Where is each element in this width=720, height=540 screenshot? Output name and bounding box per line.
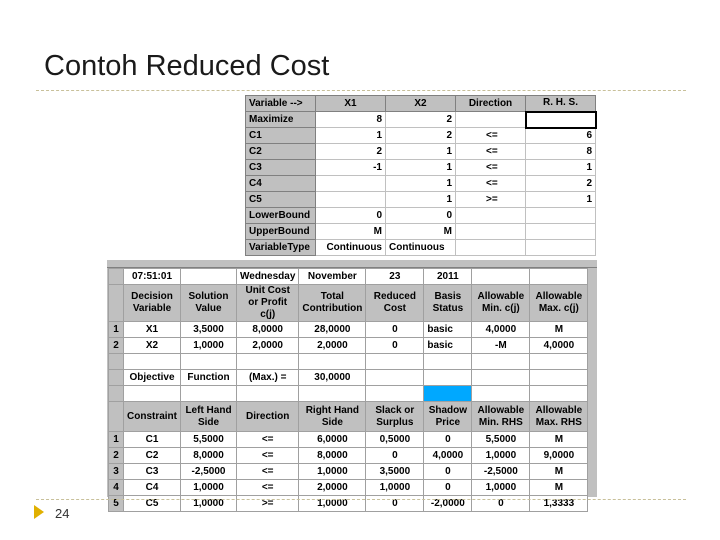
cell-x2[interactable]: 1: [386, 144, 456, 160]
cell[interactable]: 8,0000: [237, 322, 299, 338]
input-row: [246, 208, 596, 224]
corner-cell: [109, 370, 124, 386]
cell-rhs[interactable]: 6: [526, 128, 596, 144]
cell-x2[interactable]: 1: [386, 192, 456, 208]
cell: [366, 370, 424, 386]
input-grid: [245, 95, 597, 256]
cell[interactable]: >=: [237, 496, 299, 512]
cell[interactable]: M: [530, 480, 588, 496]
objective-row: [109, 370, 588, 386]
cell[interactable]: 8,0000: [181, 448, 237, 464]
blank-row: [109, 386, 588, 402]
cell-x2[interactable]: 0: [386, 208, 456, 224]
cell[interactable]: 0: [366, 338, 424, 354]
cell: [472, 386, 530, 402]
objective-label: Objective: [124, 370, 181, 386]
cell-x2[interactable]: 1: [386, 160, 456, 176]
cell-x1[interactable]: 1: [316, 128, 386, 144]
header-allowable-max-cj: Allowable Max. c(j): [530, 285, 588, 322]
variable-row: [109, 338, 588, 354]
cell-rhs[interactable]: 1: [526, 192, 596, 208]
input-row: [246, 240, 596, 256]
date-cell: [472, 269, 530, 285]
row-label: C3: [246, 160, 316, 176]
cell[interactable]: 0: [366, 448, 424, 464]
cell-rhs[interactable]: 8: [526, 144, 596, 160]
cell-direction[interactable]: <=: [456, 176, 526, 192]
cell[interactable]: 0,5000: [366, 432, 424, 448]
row-label: C4: [246, 176, 316, 192]
objective-sense: (Max.) =: [237, 370, 299, 386]
row-label: VariableType: [246, 240, 316, 256]
input-row: [246, 224, 596, 240]
corner-cell: [109, 354, 124, 370]
cell-direction[interactable]: <=: [456, 144, 526, 160]
cell[interactable]: 4,0000: [424, 448, 472, 464]
cell[interactable]: -2,5000: [472, 464, 530, 480]
cell-rhs-selected[interactable]: [526, 112, 596, 128]
objective-function-label: Function: [181, 370, 237, 386]
cell-x1[interactable]: 0: [316, 208, 386, 224]
header-left-hand-side: Left Hand Side: [181, 402, 237, 432]
row-label: C1: [246, 128, 316, 144]
header-variable[interactable]: Variable -->: [246, 96, 316, 112]
cell-direction[interactable]: [456, 224, 526, 240]
input-row: [246, 112, 596, 128]
constraint-row: [109, 432, 588, 448]
row-index: 4: [109, 480, 124, 496]
cell[interactable]: 6,0000: [299, 432, 366, 448]
header-allowable-min-cj: Allowable Min. c(j): [472, 285, 530, 322]
cell[interactable]: <=: [237, 432, 299, 448]
constraint-row: [109, 448, 588, 464]
cell-x2[interactable]: 2: [386, 112, 456, 128]
cell[interactable]: 8,0000: [299, 448, 366, 464]
cell[interactable]: 1,0000: [472, 480, 530, 496]
cell-rhs[interactable]: [526, 208, 596, 224]
date-cell: [181, 269, 237, 285]
footer-divider: [36, 499, 686, 500]
cell-direction[interactable]: <=: [456, 160, 526, 176]
cell-x2[interactable]: M: [386, 224, 456, 240]
cell[interactable]: -2,5000: [181, 464, 237, 480]
cell: [366, 354, 424, 370]
cell[interactable]: M: [530, 464, 588, 480]
cell[interactable]: 1,0000: [181, 496, 237, 512]
cell: [424, 370, 472, 386]
variable-row: [109, 322, 588, 338]
header-direction[interactable]: Direction: [456, 96, 526, 112]
cell[interactable]: 0: [472, 496, 530, 512]
cell[interactable]: 1,0000: [181, 338, 237, 354]
header-shadow-price: Shadow Price: [424, 402, 472, 432]
cell: [472, 370, 530, 386]
cell[interactable]: 9,0000: [530, 448, 588, 464]
cell[interactable]: 1,0000: [299, 496, 366, 512]
month-cell: November: [299, 269, 366, 285]
cell[interactable]: 0: [424, 432, 472, 448]
cell[interactable]: 2,0000: [237, 338, 299, 354]
header-constraint: Constraint: [124, 402, 181, 432]
cell: [530, 354, 588, 370]
constraint-row: [109, 480, 588, 496]
cell-rhs[interactable]: [526, 224, 596, 240]
row-index: 3: [109, 464, 124, 480]
solution-window: [107, 260, 597, 509]
cell[interactable]: 0: [366, 496, 424, 512]
input-row: [246, 160, 596, 176]
input-row: [246, 144, 596, 160]
cell[interactable]: <=: [237, 448, 299, 464]
input-row: [246, 128, 596, 144]
header-slack-or-surplus: Slack or Surplus: [366, 402, 424, 432]
input-row: [246, 176, 596, 192]
cell: [530, 386, 588, 402]
cell[interactable]: basic: [424, 338, 472, 354]
corner-cell: [109, 402, 124, 432]
cell: [299, 386, 366, 402]
day-cell: 23: [366, 269, 424, 285]
corner-cell: [109, 269, 124, 285]
header-allowable-min-rhs: Allowable Min. RHS: [472, 402, 530, 432]
cell: [299, 354, 366, 370]
header-decision-variable: Decision Variable: [124, 285, 181, 322]
cell[interactable]: <=: [237, 480, 299, 496]
cell: [181, 354, 237, 370]
header-rhs[interactable]: R. H. S.: [526, 96, 596, 112]
header-allowable-max-rhs: Allowable Max. RHS: [530, 402, 588, 432]
cell-direction[interactable]: >=: [456, 192, 526, 208]
row-label: UpperBound: [246, 224, 316, 240]
cell[interactable]: 3,5000: [366, 464, 424, 480]
cell[interactable]: M: [530, 322, 588, 338]
cell[interactable]: X2: [124, 338, 181, 354]
cell-x1[interactable]: [316, 176, 386, 192]
constraint-row: [109, 464, 588, 480]
objective-value[interactable]: 30,0000: [299, 370, 366, 386]
row-label: Maximize: [246, 112, 316, 128]
header-unit-cost: Unit Cost or Profit c(j): [237, 285, 299, 322]
cell[interactable]: 28,0000: [299, 322, 366, 338]
cell-x1[interactable]: 2: [316, 144, 386, 160]
corner-cell: [109, 285, 124, 322]
cell[interactable]: 1,0000: [299, 464, 366, 480]
cell[interactable]: C5: [124, 496, 181, 512]
cell: [237, 386, 299, 402]
title-divider: [36, 90, 686, 91]
cell-rhs[interactable]: 2: [526, 176, 596, 192]
header-total-contribution: Total Contribution: [299, 285, 366, 322]
year-cell: 2011: [424, 269, 472, 285]
header-direction: Direction: [237, 402, 299, 432]
cell-x2[interactable]: 2: [386, 128, 456, 144]
cell-x2[interactable]: Continuous: [386, 240, 456, 256]
cell[interactable]: 0: [424, 464, 472, 480]
datebar-row: [109, 269, 588, 285]
cell-x1[interactable]: 8: [316, 112, 386, 128]
cell[interactable]: 4,0000: [530, 338, 588, 354]
cell: [124, 354, 181, 370]
cell[interactable]: -2,0000: [424, 496, 472, 512]
cell: [181, 386, 237, 402]
constraint-header-row: [109, 402, 588, 432]
variable-header-row: [109, 285, 588, 322]
cell[interactable]: 2,0000: [299, 480, 366, 496]
constraint-row: [109, 496, 588, 512]
cell[interactable]: 3,5000: [181, 322, 237, 338]
cell[interactable]: 0: [424, 480, 472, 496]
cell-rhs[interactable]: 1: [526, 160, 596, 176]
cell-x1[interactable]: Continuous: [316, 240, 386, 256]
cell-direction[interactable]: [456, 240, 526, 256]
cell[interactable]: 5,5000: [181, 432, 237, 448]
header-solution-value: Solution Value: [181, 285, 237, 322]
footer-arrow-icon: [34, 505, 44, 519]
cell-direction[interactable]: <=: [456, 128, 526, 144]
cell-x2[interactable]: 1: [386, 176, 456, 192]
cell[interactable]: 2,0000: [299, 338, 366, 354]
cell[interactable]: 1,0000: [366, 480, 424, 496]
row-index: 1: [109, 322, 124, 338]
blank-row: [109, 354, 588, 370]
page-number: 24: [55, 506, 70, 521]
row-label: C5: [246, 192, 316, 208]
cell[interactable]: M: [530, 432, 588, 448]
row-index: 1: [109, 432, 124, 448]
cell[interactable]: -M: [472, 338, 530, 354]
cell[interactable]: 1,0000: [181, 480, 237, 496]
cell: [472, 354, 530, 370]
row-index: 2: [109, 448, 124, 464]
input-header-row: [246, 96, 596, 112]
time-cell: 07:51:01: [124, 269, 181, 285]
solution-grid: [108, 268, 588, 512]
cell: [366, 386, 424, 402]
row-index: 2: [109, 338, 124, 354]
row-index: 5: [109, 496, 124, 512]
date-cell: [530, 269, 588, 285]
cell: [424, 354, 472, 370]
row-label: LowerBound: [246, 208, 316, 224]
header-x2[interactable]: X2: [386, 96, 456, 112]
cell-direction[interactable]: [456, 112, 526, 128]
cell[interactable]: 1,0000: [472, 448, 530, 464]
cell[interactable]: C4: [124, 480, 181, 496]
cell[interactable]: <=: [237, 464, 299, 480]
cell[interactable]: 0: [366, 322, 424, 338]
cell[interactable]: 1,3333: [530, 496, 588, 512]
cell[interactable]: C1: [124, 432, 181, 448]
cell-x1[interactable]: [316, 192, 386, 208]
header-x1[interactable]: X1: [316, 96, 386, 112]
corner-cell: [109, 386, 124, 402]
cell[interactable]: C3: [124, 464, 181, 480]
row-label: C2: [246, 144, 316, 160]
cell[interactable]: C2: [124, 448, 181, 464]
cell[interactable]: X1: [124, 322, 181, 338]
cell-x1[interactable]: M: [316, 224, 386, 240]
cell-rhs[interactable]: [526, 240, 596, 256]
input-row: [246, 192, 596, 208]
weekday-cell: Wednesday: [237, 269, 299, 285]
cell[interactable]: 5,5000: [472, 432, 530, 448]
header-reduced-cost: Reduced Cost: [366, 285, 424, 322]
cell: [530, 370, 588, 386]
header-right-hand-side: Right Hand Side: [299, 402, 366, 432]
window-frame-bar: [107, 260, 597, 268]
cell-x1[interactable]: -1: [316, 160, 386, 176]
cell[interactable]: basic: [424, 322, 472, 338]
cell-direction[interactable]: [456, 208, 526, 224]
cell: [237, 354, 299, 370]
slide-title: Contoh Reduced Cost: [44, 50, 330, 82]
header-basis-status: Basis Status: [424, 285, 472, 322]
selected-cell[interactable]: [424, 386, 472, 402]
cell: [124, 386, 181, 402]
cell[interactable]: 4,0000: [472, 322, 530, 338]
